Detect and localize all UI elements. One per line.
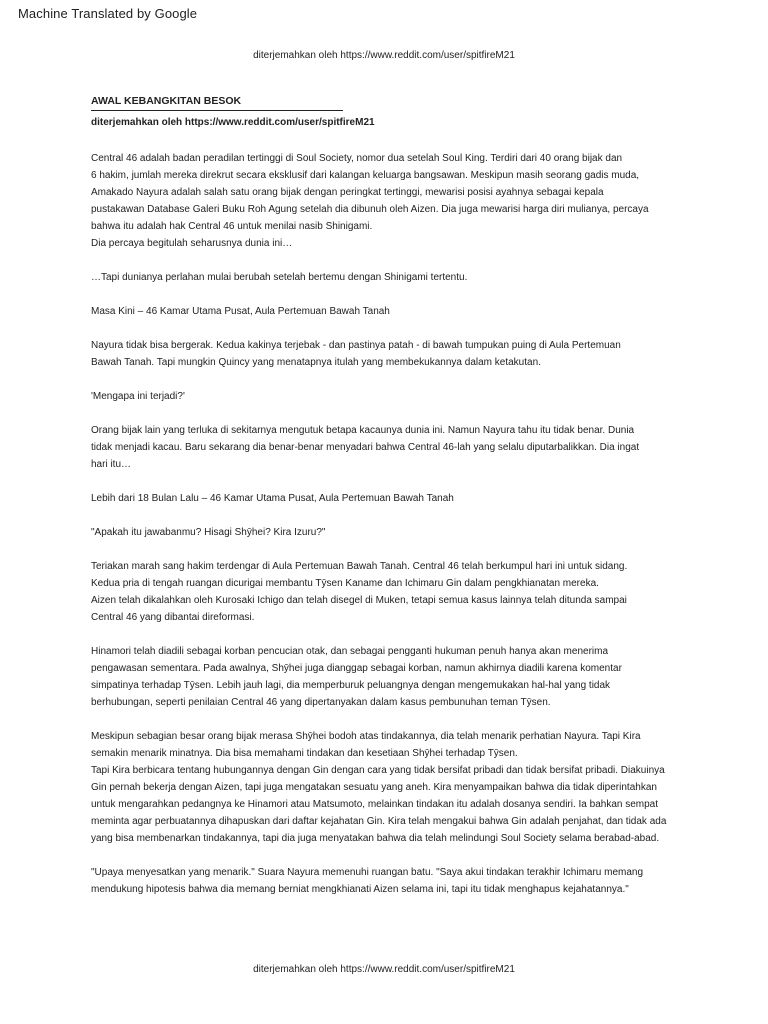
- paragraph-line: Gin pernah bekerja dengan Aizen, tapi juga mengatakan sesuatu yang aneh. Kira menyampaikan bahwa dia tidak diperintahkan: [91, 782, 657, 793]
- paragraph-line: yang bisa membenarkan tindakannya, tapi dia juga menyatakan bahwa dia telah melindungi Soul Society selama berabad-abad.: [91, 833, 660, 844]
- paragraph-line: untuk mengarahkan pedangnya ke Hinamori atau Matsumoto, melainkan tindakan itu adalah dosanya sendiri. Ia bahkan sempat: [91, 799, 659, 810]
- paragraph: [91, 524, 681, 541]
- document-title: AWAL KEBANGKITAN BESOK: [91, 94, 343, 111]
- paragraph-line: Tapi Kira berbicara tentang hubungannya dengan Gin dengan cara yang tidak bersifat pribadi dan tidak bersifat pribadi. Diakuinya: [91, 765, 665, 776]
- paragraph-line: meminta agar perbuatannya dihapuskan dari daftar kejahatan Gin. Kira telah mengakui bahwa Gin adalah penjahat, dan tidak ada: [91, 816, 667, 827]
- paragraph: [91, 558, 681, 626]
- paragraph-line: Bawah Tanah. Tapi mungkin Quincy yang menatapnya itulah yang membekukannya dalam ketakutan.: [91, 357, 541, 368]
- paragraph-line: simpatinya terhadap Tȳsen. Lebih jauh lagi, dia memperburuk peluangnya dengan mengemukakan hal-hal yang tidak: [91, 680, 611, 691]
- paragraph-line: 6 hakim, jumlah mereka direkrut secara eksklusif dari kalangan keluarga bangsawan. Meskipun masih seorang gadis muda,: [91, 170, 640, 181]
- paragraph: [91, 490, 681, 507]
- paragraph-line: Lebih dari 18 Bulan Lalu – 46 Kamar Utama Pusat, Aula Pertemuan Bawah Tanah: [91, 493, 454, 504]
- paragraph-line: tidak menjadi kacau. Baru sekarang dia benar-benar menyadari bahwa Central 46-lah yang selalu diputarbalikkan. Dia ingat: [91, 442, 640, 453]
- paragraph-line: Masa Kini – 46 Kamar Utama Pusat, Aula Pertemuan Bawah Tanah: [91, 306, 390, 317]
- paragraph-line: Dia percaya begitulah seharusnya dunia ini…: [91, 238, 293, 249]
- paragraph-line: 'Mengapa ini terjadi?': [91, 391, 185, 402]
- paragraph-line: …Tapi dunianya perlahan mulai berubah setelah bertemu dengan Shinigami tertentu.: [91, 272, 468, 283]
- paragraph-line: hari itu…: [91, 459, 132, 470]
- paragraph: [91, 728, 681, 847]
- paragraph: [91, 150, 681, 252]
- paragraph-line: Central 46 adalah badan peradilan tertinggi di Soul Society, nomor dua setelah Soul King. Terdiri dari 40 orang bijak dan: [91, 153, 623, 164]
- paragraph-line: Nayura tidak bisa bergerak. Kedua kakinya terjebak - dan pastinya patah - di bawah tumpukan puing di Aula Pertemuan: [91, 340, 621, 351]
- paragraph: [91, 388, 681, 405]
- paragraph-line: "Upaya menyesatkan yang menarik." Suara Nayura memenuhi ruangan batu. "Saya akui tindakan terakhir Ichimaru memang: [91, 867, 644, 878]
- paragraph: [91, 269, 681, 286]
- paragraph-line: Meskipun sebagian besar orang bijak merasa Shȳhei bodoh atas tindakannya, dia telah menarik perhatian Nayura. Tapi Kira: [91, 731, 641, 742]
- paragraph: [91, 864, 681, 898]
- paragraph-line: bahwa itu adalah hak Central 46 untuk menilai nasib Shinigami.: [91, 221, 373, 232]
- paragraph-line: Orang bijak lain yang terluka di sekitarnya mengutuk betapa kacaunya dunia ini. Namun Nayura tahu itu tidak benar. Dunia: [91, 425, 635, 436]
- paragraph-line: Aizen telah dikalahkan oleh Kurosaki Ichigo dan telah disegel di Muken, tetapi semua kasus lainnya telah ditunda sampai: [91, 595, 627, 606]
- paragraph-line: Central 46 yang dibantai direformasi.: [91, 612, 255, 623]
- paragraph-line: "Apakah itu jawabanmu? Hisagi Shȳhei? Kira Izuru?": [91, 527, 326, 538]
- document-subtitle: diterjemahkan oleh https://www.reddit.com/user/spitfireM21: [91, 117, 375, 128]
- paragraph-line: semakin menarik minatnya. Dia bisa memahami tindakan dan kesetiaan Shȳhei terhadap Tȳsen.: [91, 748, 518, 759]
- document-body: [91, 93, 681, 915]
- paragraph-line: mendukung hipotesis bahwa dia memang berniat mengkhianati Aizen selama ini, tapi itu tidak menghapus kejahatannya.": [91, 884, 629, 895]
- paragraph-line: Teriakan marah sang hakim terdengar di Aula Pertemuan Bawah Tanah. Central 46 telah berkumpul hari ini untuk sidang.: [91, 561, 628, 572]
- paragraph-line: Hinamori telah diadili sebagai korban pencucian otak, dan sebagai pengganti hukuman penuh hanya akan menerima: [91, 646, 609, 657]
- paragraph-line: pengawasan sementara. Pada awalnya, Shȳhei juga dianggap sebagai korban, namun akhirnya diadili karena komentar: [91, 663, 622, 674]
- paragraph-list: [91, 150, 681, 898]
- paragraph: [91, 303, 681, 320]
- paragraph: [91, 422, 681, 473]
- paragraph-line: Amakado Nayura adalah salah satu orang bijak dengan peringkat tertinggi, mewarisi posisi ayahnya sebagai kepala: [91, 187, 604, 198]
- header-credit: diterjemahkan oleh https://www.reddit.com/user/spitfireM21: [253, 50, 515, 61]
- paragraph-line: berhubungan, seperti penilaian Central 46 yang dipertanyakan dalam kasus pembunuhan teman Tȳsen.: [91, 697, 551, 708]
- paragraph-line: Kedua pria di tengah ruangan dicurigai membantu Tȳsen Kaname dan Ichimaru Gin dalam pengkhianatan mereka.: [91, 578, 599, 589]
- paragraph: [91, 337, 681, 371]
- paragraph-line: pustakawan Database Galeri Buku Roh Agung setelah dia dibunuh oleh Aizen. Dia juga mewarisi harga diri mulianya, percaya: [91, 204, 649, 215]
- paragraph: [91, 643, 681, 711]
- footer-credit: diterjemahkan oleh https://www.reddit.com/user/spitfireM21: [253, 964, 515, 975]
- machine-translation-banner: Machine Translated by Google: [18, 6, 198, 21]
